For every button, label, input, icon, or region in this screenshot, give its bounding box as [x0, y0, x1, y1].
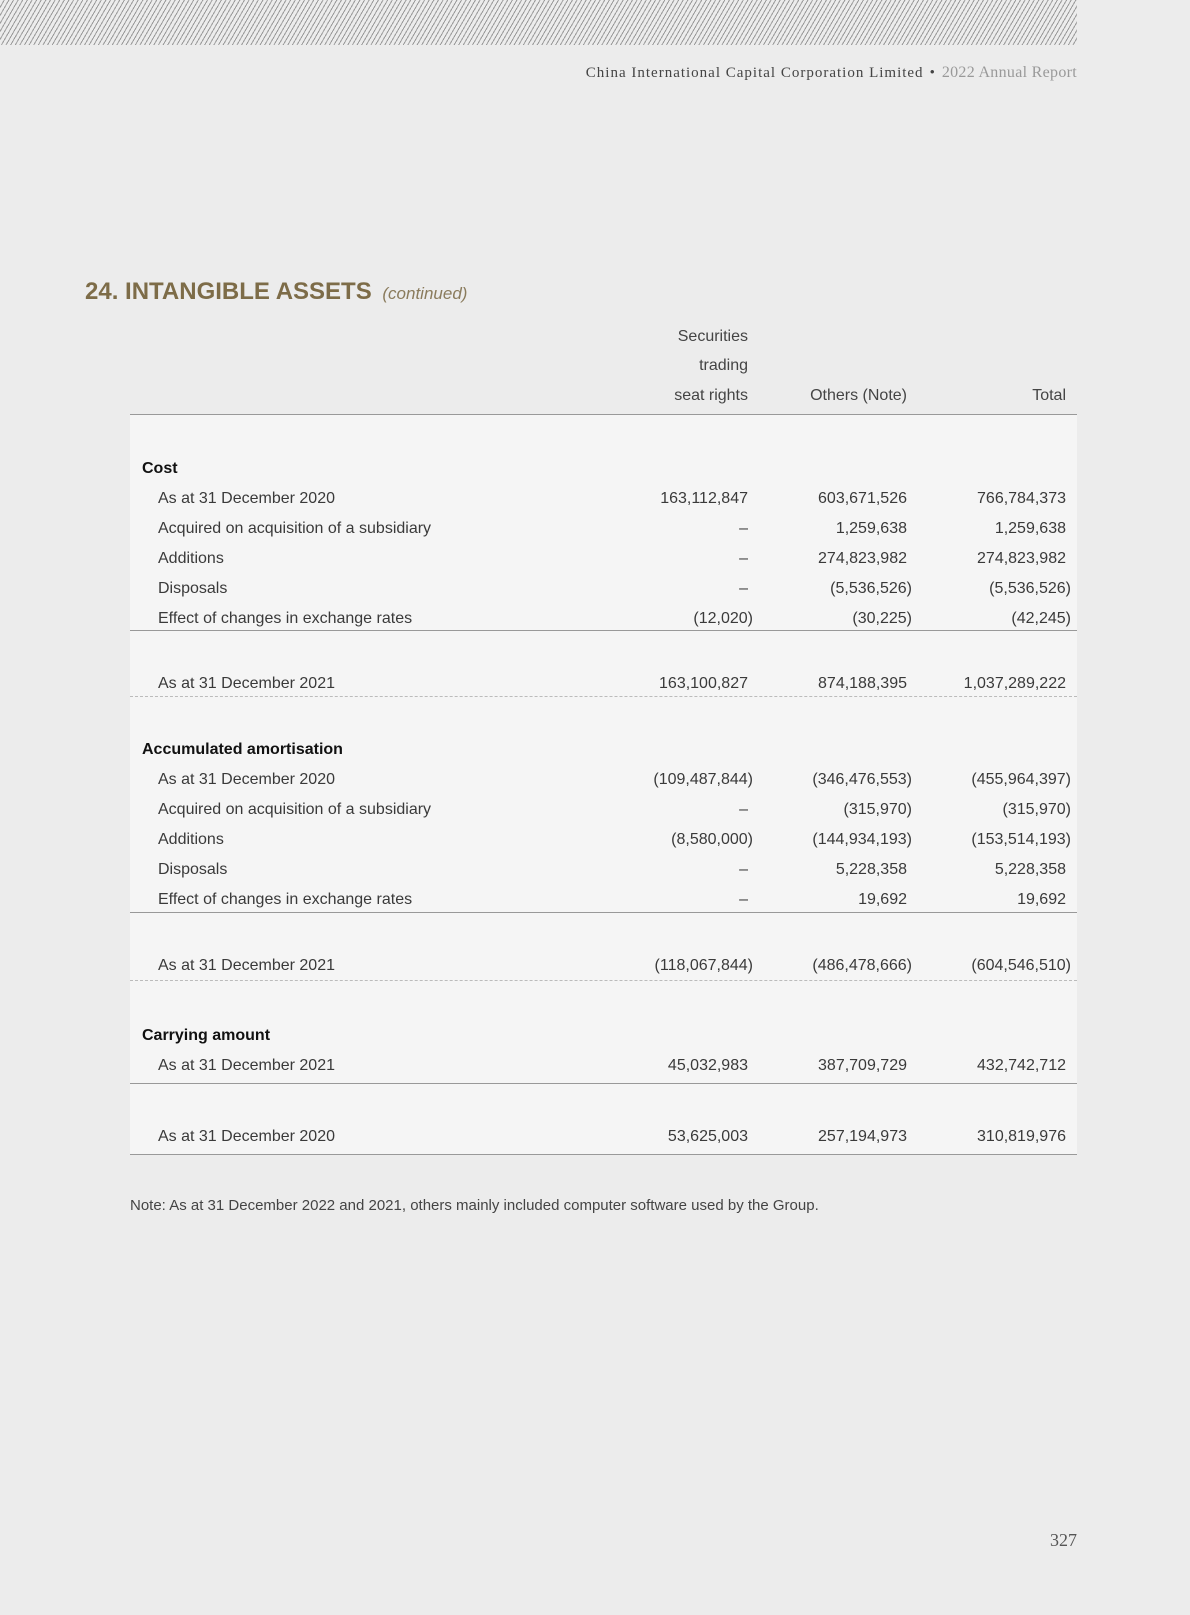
cell-others: 19,692 [858, 891, 907, 908]
cell-seat-rights: – [739, 520, 748, 537]
row-label: As at 31 December 2021 [158, 1057, 335, 1074]
cell-seat-rights: 45,032,983 [667, 1057, 748, 1074]
table-row [130, 769, 1077, 791]
cell-total: 766,784,373 [977, 490, 1066, 507]
cell-others: (315,970) [843, 801, 912, 818]
row-label: As at 31 December 2020 [158, 1128, 335, 1145]
table-row [130, 578, 1077, 600]
table-row [130, 1126, 1077, 1148]
cell-others: (486,478,666) [812, 957, 912, 974]
cell-seat-rights: 53,625,003 [667, 1128, 748, 1145]
cell-others: 603,671,526 [818, 490, 907, 507]
table-row [130, 1055, 1077, 1077]
table-row [130, 673, 1077, 695]
bullet-separator: • [929, 65, 936, 81]
cell-seat-rights: (118,067,844) [654, 957, 753, 974]
row-label: Acquired on acquisition of a subsidiary [158, 801, 432, 818]
divider [130, 1083, 1077, 1084]
cell-seat-rights: 163,112,847 [660, 490, 748, 507]
cell-others: 5,228,358 [835, 861, 907, 878]
section-heading: Accumulated amortisation [142, 741, 343, 758]
table-row [130, 548, 1077, 570]
cell-total: (5,536,526) [989, 580, 1071, 597]
table-row [130, 889, 1077, 911]
table-row [130, 799, 1077, 821]
table-row [130, 608, 1077, 630]
row-label: Additions [158, 831, 224, 848]
row-label: Effect of changes in exchange rates [158, 891, 413, 908]
cell-seat-rights: – [739, 891, 748, 908]
cell-others: 874,188,395 [818, 675, 907, 692]
section-title [85, 278, 467, 306]
cell-seat-rights: – [739, 861, 748, 878]
table-row [130, 829, 1077, 851]
cell-others: (144,934,193) [812, 831, 912, 848]
report-name: 2022 Annual Report [941, 64, 1077, 81]
section-heading: Carrying amount [142, 1027, 271, 1044]
cell-total: 5,228,358 [994, 861, 1066, 878]
cell-seat-rights: (109,487,844) [653, 771, 753, 788]
page-number: 327 [1050, 1530, 1077, 1550]
dashed-divider [130, 980, 1077, 981]
cell-total: (42,245) [1011, 610, 1071, 627]
section-heading: Cost [142, 460, 178, 477]
col-header-seat-rights-1: Securities [677, 328, 748, 345]
cell-total: (455,964,397) [971, 771, 1071, 788]
cell-total: 1,037,289,222 [963, 675, 1066, 692]
col-header-others: Others (Note) [810, 387, 907, 404]
continued-label: (continued) [382, 284, 468, 303]
cell-total: 310,819,976 [977, 1128, 1066, 1145]
cell-seat-rights: – [739, 801, 748, 818]
company-name: China International Capital Corporation Limited [585, 65, 924, 81]
running-header [586, 64, 1077, 82]
cell-others: 274,823,982 [818, 550, 907, 567]
table-row [130, 859, 1077, 881]
row-label: Disposals [158, 861, 228, 878]
carrying-heading-row [130, 1025, 1077, 1047]
cell-total: 432,742,712 [977, 1057, 1066, 1074]
section-title-text: 24. INTANGIBLE ASSETS [85, 278, 372, 305]
cell-others: 257,194,973 [818, 1128, 907, 1145]
col-header-seat-rights-2: trading [699, 357, 748, 374]
cell-total: (315,970) [1002, 801, 1071, 818]
row-label: Effect of changes in exchange rates [158, 610, 413, 627]
header-rule [130, 414, 1077, 415]
amortisation-heading-row [130, 739, 1077, 761]
cell-total: 274,823,982 [977, 550, 1066, 567]
cell-others: (5,536,526) [830, 580, 912, 597]
cell-seat-rights: – [739, 580, 748, 597]
table-row [130, 955, 1077, 977]
cell-others: (30,225) [852, 610, 912, 627]
cell-seat-rights: (12,020) [693, 610, 753, 627]
dashed-divider [130, 696, 1077, 697]
col-header-total: Total [1032, 387, 1066, 404]
row-label: As at 31 December 2021 [158, 957, 335, 974]
cell-seat-rights: 163,100,827 [659, 675, 748, 692]
col-header-seat-rights-3: seat rights [674, 387, 748, 404]
row-label: As at 31 December 2020 [158, 490, 335, 507]
row-label: Additions [158, 550, 224, 567]
row-label: Disposals [158, 580, 228, 597]
table-row [130, 488, 1077, 510]
cell-total: 19,692 [1017, 891, 1066, 908]
table-bottom-rule [130, 1154, 1077, 1155]
cell-others: 1,259,638 [835, 520, 907, 537]
cost-heading-row [130, 458, 1077, 480]
cell-total: (604,546,510) [971, 957, 1071, 974]
cell-total: 1,259,638 [994, 520, 1066, 537]
cell-others: 387,709,729 [818, 1057, 907, 1074]
table-row [130, 518, 1077, 540]
decorative-hatch-band [0, 0, 1077, 45]
cell-others: (346,476,553) [812, 771, 912, 788]
row-label: As at 31 December 2021 [158, 675, 335, 692]
cell-seat-rights: – [739, 550, 748, 567]
row-label: As at 31 December 2020 [158, 771, 335, 788]
cell-total: (153,514,193) [971, 831, 1071, 848]
divider [130, 912, 1077, 913]
footnote: Note: As at 31 December 2022 and 2021, others mainly included computer software used by the Group. [130, 1197, 819, 1214]
row-label: Acquired on acquisition of a subsidiary [158, 520, 432, 537]
divider [130, 630, 1077, 631]
cell-seat-rights: (8,580,000) [671, 831, 753, 848]
